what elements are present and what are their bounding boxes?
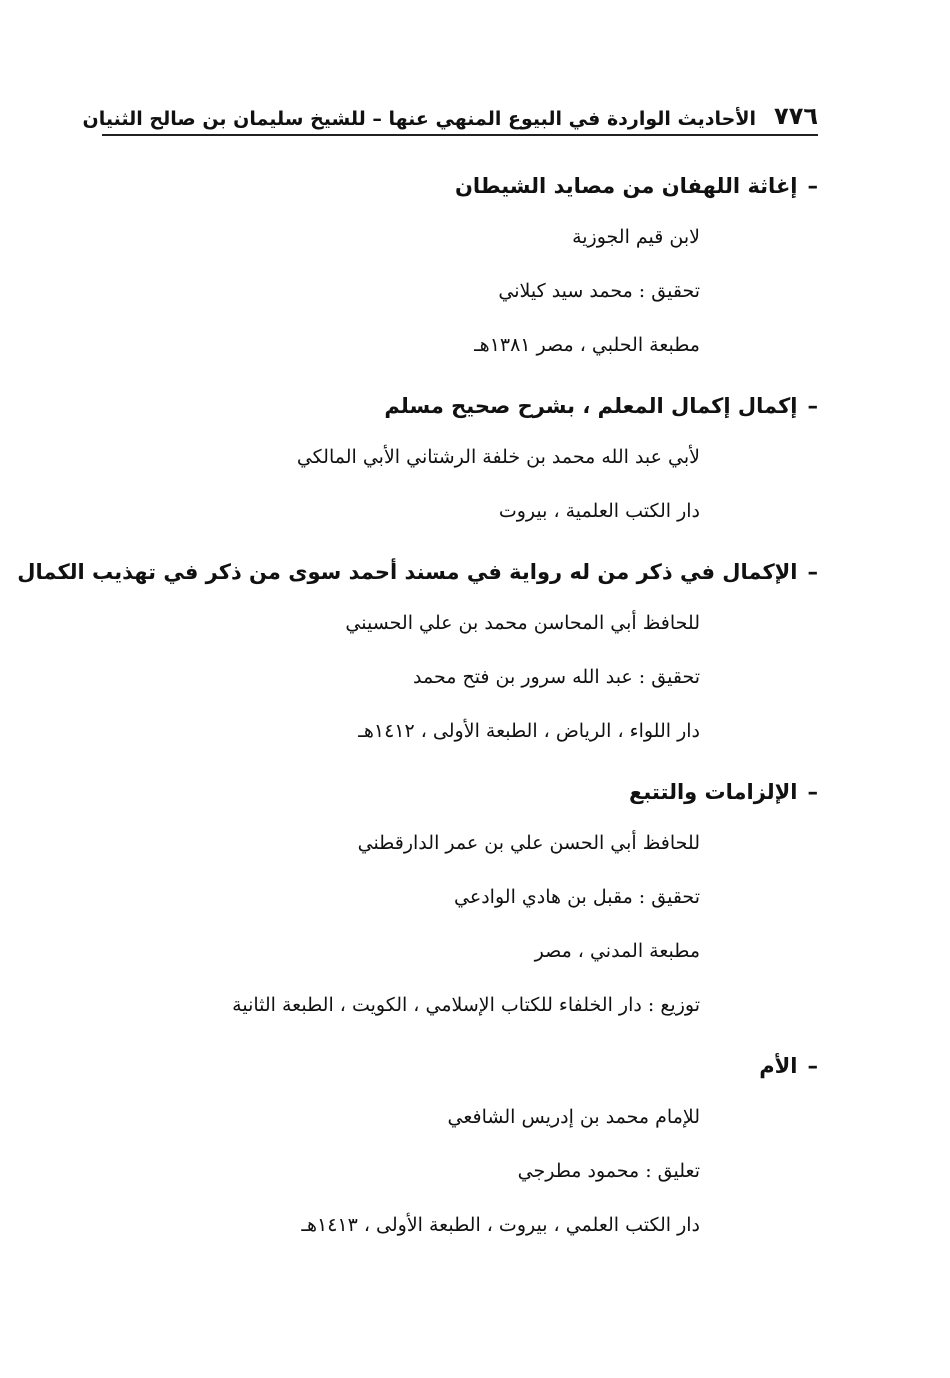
entry-commentator: تعليق : محمود مطرجي — [517, 1160, 700, 1182]
entry-title-text: الإلزامات والتتبع — [629, 780, 798, 804]
entry-publisher: مطبعة الحلبي ، مصر ١٣٨١هـ — [474, 334, 700, 356]
entry-title — [17, 548, 818, 596]
entry-title — [102, 382, 818, 430]
entry-title-text: الأم — [759, 1054, 798, 1078]
entry-publisher: دار الكتب العلمي ، بيروت ، الطبعة الأولى ، ١٤١٣هـ — [301, 1214, 700, 1236]
entry-details — [102, 430, 818, 538]
entry-details — [102, 1090, 818, 1252]
entry-title-text: الإكمال في ذكر من له رواية في مسند أحمد سوى من ذكر في تهذيب الكمال — [17, 560, 798, 584]
entry-dash: – — [807, 394, 818, 418]
entry-dash: – — [807, 1054, 818, 1078]
entry-title — [102, 1042, 818, 1090]
bibliography-entry — [102, 162, 818, 372]
entry-editor: تحقيق : محمد سيد كيلاني — [498, 280, 700, 302]
bibliography-entry — [102, 382, 818, 538]
entry-author: لأبي عبد الله محمد بن خلفة الرشتاني الأبي المالكي — [296, 446, 700, 468]
entry-distributor: توزيع : دار الخلفاء للكتاب الإسلامي ، الكويت ، الطبعة الثانية — [232, 994, 700, 1016]
entry-details — [102, 210, 818, 372]
running-header — [82, 96, 818, 136]
entry-editor: تحقيق : عبد الله سرور بن فتح محمد — [413, 666, 700, 688]
entry-editor: تحقيق : مقبل بن هادي الوادعي — [454, 886, 700, 908]
bibliography-list — [17, 162, 818, 1262]
entry-dash: – — [807, 780, 818, 804]
entry-author: للحافظ أبي الحسن علي بن عمر الدارقطني — [357, 832, 700, 854]
bibliography-entry — [17, 548, 818, 758]
entry-author: للإمام محمد بن إدريس الشافعي — [447, 1106, 700, 1128]
entry-details — [102, 816, 818, 1032]
entry-title — [102, 162, 818, 210]
entry-printer: مطبعة المدني ، مصر — [534, 940, 700, 962]
entry-title-text: إغاثة اللهفان من مصايد الشيطان — [454, 174, 798, 198]
entry-dash: – — [807, 560, 818, 584]
entry-author: لابن قيم الجوزية — [572, 226, 700, 248]
bibliography-entry — [102, 1042, 818, 1252]
entry-dash: – — [807, 174, 818, 198]
entry-author: للحافظ أبي المحاسن محمد بن علي الحسيني — [345, 612, 700, 634]
entry-publisher: دار الكتب العلمية ، بيروت — [498, 500, 700, 522]
entry-title — [102, 768, 818, 816]
bibliography-entry — [102, 768, 818, 1032]
entry-title-text: إكمال إكمال المعلم ، بشرح صحيح مسلم — [384, 394, 798, 418]
page-number: ٧٧٦ — [774, 102, 818, 130]
entry-publisher: دار اللواء ، الرياض ، الطبعة الأولى ، ١٤١٢هـ — [358, 720, 700, 742]
running-header-title: الأحاديث الواردة في البيوع المنهي عنها – للشيخ سليمان بن صالح الثنيان — [82, 108, 757, 130]
entry-details — [102, 596, 818, 758]
